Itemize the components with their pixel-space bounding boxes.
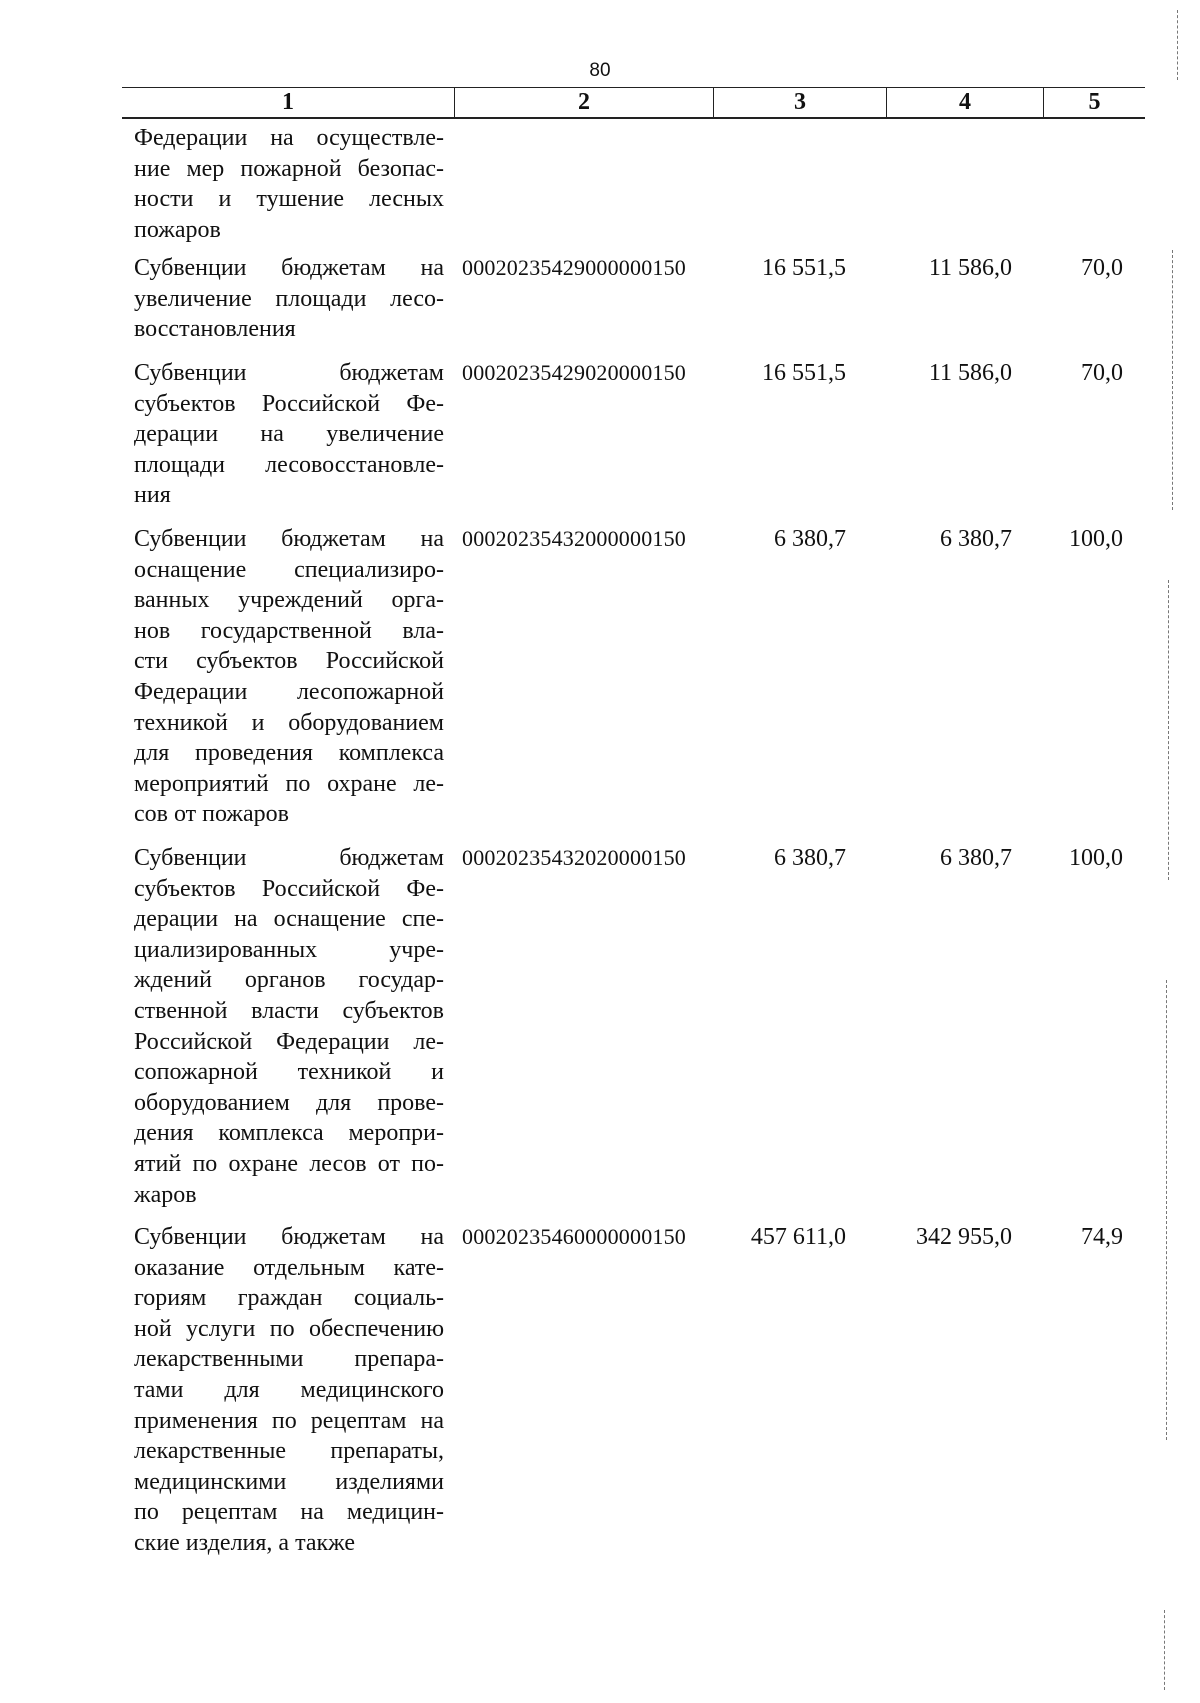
budget-code: 00020235429020000150 <box>462 360 686 385</box>
description-line: оснащение специализиро- <box>134 556 444 583</box>
value-col-5: 70,0 <box>1081 255 1123 281</box>
description-line: применения по рецептам на <box>134 1407 444 1434</box>
value-col-4: 6 380,7 <box>940 845 1012 871</box>
description-line: циализированных учре- <box>134 936 444 963</box>
description-line: лекарственные препараты, <box>134 1438 444 1465</box>
value-col-4: 6 380,7 <box>940 526 1012 552</box>
row-description <box>134 358 444 511</box>
description-line: оказание отдельным кате- <box>134 1254 444 1281</box>
value-col-3: 16 551,5 <box>762 255 846 281</box>
header-col-3: 3 <box>794 89 806 115</box>
description-line: площади лесовосстановле- <box>134 451 444 478</box>
description-line: субъектов Российской Фе- <box>134 875 444 902</box>
value-col-5: 100,0 <box>1069 526 1123 552</box>
header-col-1: 1 <box>282 89 294 115</box>
description-line: для проведения комплекса <box>134 740 444 767</box>
description-line: ния <box>134 482 171 509</box>
description-line: восстановления <box>134 316 296 343</box>
description-line: ятий по охране лесов от по- <box>134 1150 444 1177</box>
description-line: пожаров <box>134 216 221 243</box>
value-col-4: 342 955,0 <box>916 1224 1012 1250</box>
value-col-4: 11 586,0 <box>928 255 1012 281</box>
description-line: Субвенции бюджетам <box>134 360 444 386</box>
description-line: Федерации лесопожарной <box>134 678 444 705</box>
header-col-5: 5 <box>1088 89 1101 115</box>
description-line: ственной власти субъектов <box>134 997 444 1024</box>
description-line: мероприятий по охране ле- <box>134 770 444 797</box>
description-line: ванных учреждений орга- <box>134 587 444 614</box>
description-line: Субвенции бюджетам на <box>134 1224 444 1250</box>
header-col-2: 2 <box>578 89 590 115</box>
row-description <box>134 524 444 830</box>
row-description <box>134 1222 444 1559</box>
row-description <box>134 843 444 1210</box>
value-col-3: 6 380,7 <box>774 526 846 552</box>
value-col-5: 70,0 <box>1081 360 1123 386</box>
value-col-3: 6 380,7 <box>774 845 846 871</box>
row-description <box>134 123 444 245</box>
description-line: дерации на увеличение <box>134 421 444 448</box>
scan-edge-mark <box>1177 10 1178 80</box>
value-col-3: 16 551,5 <box>762 360 846 386</box>
value-col-4: 11 586,0 <box>928 360 1012 386</box>
value-col-3: 457 611,0 <box>750 1224 846 1250</box>
table-header-bottom-rule <box>122 117 1145 119</box>
value-col-5: 100,0 <box>1069 845 1123 871</box>
budget-code: 00020235429000000150 <box>462 255 686 280</box>
description-line: Субвенции бюджетам на <box>134 526 444 552</box>
description-line: жаров <box>134 1181 197 1208</box>
description-line: по рецептам на медицин- <box>134 1499 444 1526</box>
budget-code: 00020235432020000150 <box>462 845 686 870</box>
scan-edge-mark <box>1168 580 1169 880</box>
description-line: сти субъектов Российской <box>134 648 444 675</box>
page-number: 80 <box>589 60 611 81</box>
description-line: ские изделия, а также <box>134 1529 356 1556</box>
description-line: Российской Федерации ле- <box>134 1028 444 1055</box>
value-col-5: 74,9 <box>1081 1224 1123 1250</box>
description-line: оборудованием для прове- <box>134 1089 444 1116</box>
description-line: увеличение площади лесо- <box>134 285 444 312</box>
description-line: ной услуги по обеспечению <box>134 1315 444 1342</box>
description-line: сов от пожаров <box>134 801 289 828</box>
description-line: Субвенции бюджетам <box>134 845 444 871</box>
description-line: дения комплекса меропри- <box>134 1120 444 1147</box>
description-line: тами для медицинского <box>134 1376 444 1403</box>
header-col-4: 4 <box>959 89 971 115</box>
description-line: техникой и оборудованием <box>134 709 444 736</box>
description-line: нов государственной вла- <box>134 617 444 644</box>
scan-edge-mark <box>1172 250 1173 510</box>
description-line: лекарственными препара- <box>134 1346 444 1373</box>
description-line: дерации на оснащение спе- <box>134 906 444 933</box>
row-description <box>134 253 444 345</box>
description-line: сопожарной техникой и <box>134 1059 444 1086</box>
description-line: субъектов Российской Фе- <box>134 390 444 417</box>
description-line: ждений органов государ- <box>134 967 444 994</box>
description-line: ности и тушение лесных <box>134 186 444 213</box>
description-line: ние мер пожарной безопас- <box>134 155 444 182</box>
budget-code: 00020235460000000150 <box>462 1224 686 1249</box>
scan-edge-mark <box>1166 980 1167 1440</box>
scan-edge-mark <box>1164 1610 1165 1690</box>
description-line: Субвенции бюджетам на <box>134 255 444 281</box>
description-line: медицинскими изделиями <box>134 1468 444 1495</box>
description-line: гориям граждан социаль- <box>134 1285 444 1312</box>
budget-code: 00020235432000000150 <box>462 526 686 551</box>
description-line: Федерации на осуществле- <box>134 125 444 151</box>
